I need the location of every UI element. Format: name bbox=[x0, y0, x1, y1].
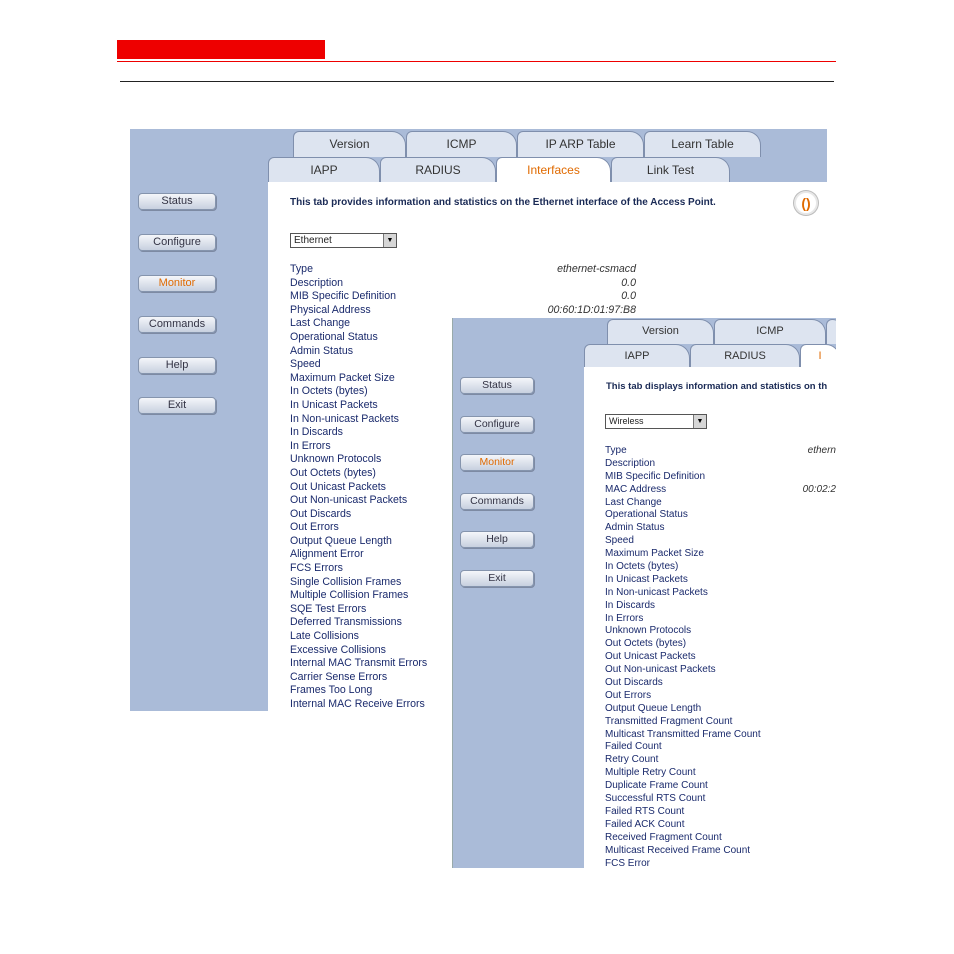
stat-label: MIB Specific Definition bbox=[290, 290, 396, 303]
stat-value: ethernet-csmacd bbox=[557, 263, 636, 275]
stat-row bbox=[605, 780, 836, 793]
stat-row bbox=[605, 535, 836, 548]
stat-row bbox=[605, 703, 836, 716]
stat-label: Admin Status bbox=[290, 344, 354, 357]
stat-row bbox=[605, 716, 836, 729]
stat-row bbox=[605, 754, 836, 767]
nav-monitor-button[interactable]: Monitor bbox=[460, 454, 534, 471]
chevron-down-icon: ▼ bbox=[383, 234, 396, 247]
stat-row bbox=[290, 277, 636, 291]
stat-row bbox=[290, 304, 636, 318]
stat-row bbox=[605, 600, 836, 613]
stat-label: Multiple Collision Frames bbox=[290, 589, 409, 602]
stat-row bbox=[605, 806, 836, 819]
stat-row bbox=[605, 471, 836, 484]
stat-label: Maximum Packet Size bbox=[290, 371, 395, 384]
stat-label: Out Non-unicast Packets bbox=[605, 664, 716, 676]
stat-label: Carrier Sense Errors bbox=[290, 670, 388, 683]
stat-label: Out Discards bbox=[605, 677, 663, 689]
nav-configure-button[interactable]: Configure bbox=[138, 234, 216, 251]
header-red-rule bbox=[117, 61, 836, 62]
tab-interfaces[interactable]: I bbox=[800, 344, 836, 367]
stat-label: Multiple Retry Count bbox=[605, 767, 696, 779]
stat-label: Out Octets (bytes) bbox=[290, 466, 376, 479]
stat-label: Alignment Error bbox=[290, 548, 364, 561]
stat-value: 00:02:2 bbox=[802, 483, 836, 495]
stat-label: Description bbox=[605, 457, 656, 469]
stat-label: Output Queue Length bbox=[605, 702, 702, 714]
stat-row bbox=[605, 509, 836, 522]
stat-label: Operational Status bbox=[605, 509, 688, 521]
nav-configure-button[interactable]: Configure bbox=[460, 416, 534, 433]
stat-row bbox=[605, 664, 836, 677]
sidebar bbox=[453, 318, 584, 868]
stat-label: Type bbox=[290, 263, 313, 275]
stat-row bbox=[605, 458, 836, 471]
header-red-bar bbox=[117, 40, 325, 59]
stat-label: Internal MAC Transmit Errors bbox=[290, 657, 428, 670]
stat-row bbox=[605, 767, 836, 780]
stat-row bbox=[605, 638, 836, 651]
header-black-rule bbox=[120, 81, 834, 82]
interface-select[interactable] bbox=[605, 414, 707, 429]
stat-label: Failed Count bbox=[605, 741, 662, 753]
stat-label: Type bbox=[605, 445, 627, 456]
stat-label: FCS Error bbox=[605, 857, 650, 868]
stat-label: Unknown Protocols bbox=[290, 453, 382, 466]
stat-label: Out Unicast Packets bbox=[605, 651, 696, 663]
stat-label: Out Errors bbox=[290, 521, 339, 534]
stat-row bbox=[605, 548, 836, 561]
refresh-icon[interactable]: () bbox=[794, 191, 818, 215]
stat-label: In Errors bbox=[605, 612, 644, 624]
stat-value: 0.0 bbox=[621, 290, 636, 303]
tab-link-test[interactable]: Link Test bbox=[611, 157, 730, 182]
stat-row bbox=[290, 263, 636, 277]
tab-radius[interactable]: RADIUS bbox=[690, 344, 800, 367]
tab-bar bbox=[584, 318, 836, 367]
stat-label: Failed ACK Count bbox=[605, 818, 685, 830]
stat-row bbox=[605, 587, 836, 600]
interface-select[interactable] bbox=[290, 233, 397, 248]
stat-value: 00:60:1D:01:97:B8 bbox=[547, 303, 636, 316]
interface-select-value: Ethernet bbox=[294, 235, 332, 246]
stat-row bbox=[605, 858, 836, 869]
stat-label: In Discards bbox=[605, 599, 656, 611]
stat-label: Out Errors bbox=[605, 689, 652, 701]
stat-label: FCS Errors bbox=[290, 562, 343, 575]
stat-label: In Non-unicast Packets bbox=[605, 586, 708, 598]
nav-exit-button[interactable]: Exit bbox=[138, 397, 216, 414]
nav-help-button[interactable]: Help bbox=[460, 531, 534, 548]
nav-status-button[interactable]: Status bbox=[138, 193, 216, 210]
intro-text: This tab provides information and statistics on the Ethernet interface of the Access Point. bbox=[290, 197, 716, 208]
stat-label: In Non-unicast Packets bbox=[290, 412, 399, 425]
tab-learn-table[interactable]: Learn Table bbox=[644, 131, 761, 157]
stat-label: Speed bbox=[290, 358, 321, 371]
nav-commands-button[interactable]: Commands bbox=[138, 316, 216, 333]
stat-label: In Unicast Packets bbox=[605, 573, 688, 585]
stat-label: Successful RTS Count bbox=[605, 793, 706, 805]
stat-label: Unknown Protocols bbox=[605, 625, 692, 637]
stat-label: Out Non-unicast Packets bbox=[290, 494, 408, 507]
nav-exit-button[interactable]: Exit bbox=[460, 570, 534, 587]
stat-row bbox=[605, 741, 836, 754]
tab-ip-arp-table[interactable]: IP ARP Table bbox=[517, 131, 644, 157]
stat-label: Transmitted Fragment Count bbox=[605, 715, 733, 727]
stat-label: Physical Address bbox=[290, 303, 371, 316]
stat-row bbox=[605, 690, 836, 703]
interface-select-value: Wireless bbox=[609, 416, 644, 426]
tab-icmp[interactable]: ICMP bbox=[406, 131, 517, 157]
tab-iapp[interactable]: IAPP bbox=[268, 157, 380, 182]
stat-row bbox=[605, 484, 836, 497]
stat-label: Late Collisions bbox=[290, 630, 359, 643]
stat-row bbox=[605, 819, 836, 832]
tab-radius[interactable]: RADIUS bbox=[380, 157, 496, 182]
sidebar bbox=[130, 129, 268, 711]
stat-row bbox=[605, 522, 836, 535]
stat-label: SQE Test Errors bbox=[290, 602, 367, 615]
stat-row bbox=[605, 729, 836, 742]
stat-label: Frames Too Long bbox=[290, 684, 373, 697]
stat-label: Last Change bbox=[605, 496, 662, 508]
stat-row bbox=[290, 290, 636, 304]
stat-label: In Octets (bytes) bbox=[290, 385, 368, 398]
stats-list bbox=[605, 445, 836, 868]
stat-label: Output Queue Length bbox=[290, 534, 392, 547]
stat-label: In Errors bbox=[290, 439, 331, 452]
stat-row bbox=[605, 793, 836, 806]
stat-row bbox=[605, 561, 836, 574]
tab-iapp[interactable]: IAPP bbox=[584, 344, 690, 367]
stat-label: MIB Specific Definition bbox=[605, 470, 706, 482]
stat-row bbox=[605, 625, 836, 638]
stat-label: Excessive Collisions bbox=[290, 643, 386, 656]
nav-monitor-button[interactable]: Monitor bbox=[138, 275, 216, 292]
stat-label: Last Change bbox=[290, 317, 351, 330]
stat-label: Admin Status bbox=[605, 522, 665, 534]
tab-interfaces[interactable]: Interfaces bbox=[496, 157, 611, 182]
stat-label: Speed bbox=[605, 535, 634, 547]
tab-bar bbox=[268, 129, 827, 182]
stat-row bbox=[605, 574, 836, 587]
stat-label: Deferred Transmissions bbox=[290, 616, 402, 629]
stat-label: Out Unicast Packets bbox=[290, 480, 386, 493]
stat-label: In Discards bbox=[290, 426, 343, 439]
wireless-interfaces-screenshot bbox=[453, 318, 836, 868]
stat-row bbox=[605, 651, 836, 664]
nav-commands-button[interactable]: Commands bbox=[460, 493, 534, 510]
stat-label: Multicast Transmitted Frame Count bbox=[605, 728, 761, 740]
tab-overflow[interactable] bbox=[826, 319, 836, 344]
stat-label: Internal MAC Receive Errors bbox=[290, 698, 425, 710]
tab-icmp[interactable]: ICMP bbox=[714, 319, 826, 344]
stat-label: Maximum Packet Size bbox=[605, 548, 704, 560]
nav-help-button[interactable]: Help bbox=[138, 357, 216, 374]
stat-label: Received Fragment Count bbox=[605, 831, 722, 843]
stat-label: In Unicast Packets bbox=[290, 398, 378, 411]
nav-status-button[interactable]: Status bbox=[460, 377, 534, 394]
stat-label: Failed RTS Count bbox=[605, 805, 685, 817]
stat-label: Single Collision Frames bbox=[290, 575, 402, 588]
intro-text: This tab displays information and statistics on th bbox=[606, 381, 828, 392]
stat-row bbox=[605, 845, 836, 858]
tab-version[interactable]: Version bbox=[293, 131, 406, 157]
stat-label: Operational Status bbox=[290, 330, 378, 343]
stat-value: ethern bbox=[807, 445, 836, 456]
stat-label: Multicast Received Frame Count bbox=[605, 844, 751, 856]
stat-label: Out Octets (bytes) bbox=[605, 638, 687, 650]
stat-row bbox=[605, 445, 836, 458]
stat-label: MAC Address bbox=[605, 483, 667, 495]
stat-label: Out Discards bbox=[290, 507, 352, 520]
stat-row bbox=[605, 677, 836, 690]
tab-version[interactable]: Version bbox=[607, 319, 714, 344]
stat-row bbox=[605, 497, 836, 510]
stat-row bbox=[605, 613, 836, 626]
stat-value: 0.0 bbox=[621, 276, 636, 289]
chevron-down-icon: ▼ bbox=[693, 415, 706, 428]
stat-label: In Octets (bytes) bbox=[605, 561, 679, 573]
stat-label: Duplicate Frame Count bbox=[605, 780, 708, 792]
stat-label: Retry Count bbox=[605, 754, 659, 766]
stat-label: Description bbox=[290, 276, 343, 289]
stat-row bbox=[605, 832, 836, 845]
